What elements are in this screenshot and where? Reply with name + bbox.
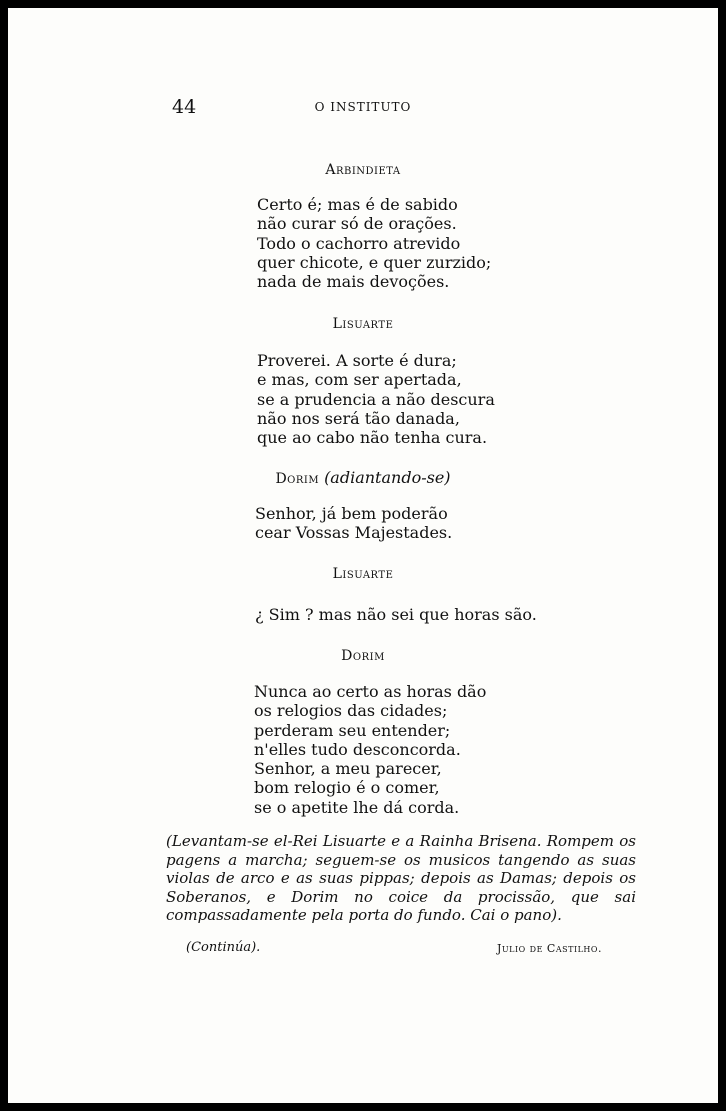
verse-line: Nunca ao certo as horas dão bbox=[254, 682, 487, 701]
running-title: O INSTITUTO bbox=[314, 100, 412, 114]
stage-direction: (Levantam-se el-Rei Lisuarte e a Rainha Brisena. Rompem os pagens a marcha; seguem-se os musicos tangendo as suas violas de arco e as suas pippas; depois as Damas; depois os Soberanos, e Dorim no coice da procissão, que sai compassadamente pela porta do fundo. Cai o pano). bbox=[166, 832, 636, 925]
speaker-name: Lisuarte bbox=[332, 316, 394, 332]
verse-line: e mas, com ser apertada, bbox=[257, 370, 462, 390]
verse-line: Proverei. A sorte é dura; bbox=[257, 351, 457, 370]
verse-line: que ao cabo não tenha cura. bbox=[257, 428, 488, 448]
verse-line: Todo o cachorro atrevido bbox=[257, 233, 461, 253]
speaker-heading bbox=[8, 316, 718, 332]
verse-line: quer chicote, e quer zurzido; bbox=[257, 252, 492, 272]
speaker-name: Lisuarte bbox=[332, 566, 394, 582]
verse-block bbox=[255, 504, 452, 543]
speaker-name: Dorim bbox=[341, 648, 385, 664]
verse-line: os relogios das cidades; bbox=[254, 701, 448, 721]
stage-direction-inline: (adiantando-se) bbox=[324, 468, 451, 487]
author-signature: Julio de Castilho. bbox=[497, 942, 602, 955]
speaker-name: Dorim bbox=[275, 471, 320, 487]
page bbox=[8, 8, 718, 1103]
verse-block bbox=[257, 351, 495, 447]
verse-line: Senhor, a meu parecer, bbox=[254, 759, 442, 779]
speaker-heading bbox=[8, 468, 718, 487]
verse-line: ¿ Sim ? mas não sei que horas são. bbox=[255, 605, 537, 624]
verse-line: perderam seu entender; bbox=[254, 720, 451, 740]
page-number: 44 bbox=[172, 96, 197, 118]
verse-block bbox=[255, 605, 537, 624]
speaker-heading bbox=[8, 566, 718, 582]
verse-line: se o apetite lhe dá corda. bbox=[254, 797, 460, 817]
verse-line: Certo é; mas é de sabido bbox=[257, 195, 458, 214]
verse-line: Senhor, já bem poderão bbox=[255, 504, 448, 523]
speaker-heading bbox=[8, 648, 718, 664]
verse-line: nada de mais devoções. bbox=[257, 272, 450, 292]
verse-line: se a prudencia a não descura bbox=[257, 389, 495, 409]
continua-note: (Continúa). bbox=[186, 940, 261, 955]
verse-line: não curar só de orações. bbox=[257, 214, 457, 234]
page-header bbox=[8, 96, 718, 122]
verse-block bbox=[254, 682, 486, 817]
speaker-heading bbox=[8, 162, 718, 178]
verse-block bbox=[257, 195, 491, 291]
speaker-name: Arbindieta bbox=[325, 162, 401, 178]
verse-line: cear Vossas Majestades. bbox=[255, 523, 453, 543]
verse-line: n'elles tudo desconcorda. bbox=[254, 739, 461, 759]
verse-line: não nos será tão danada, bbox=[257, 408, 460, 428]
verse-line: bom relogio é o comer, bbox=[254, 778, 440, 798]
